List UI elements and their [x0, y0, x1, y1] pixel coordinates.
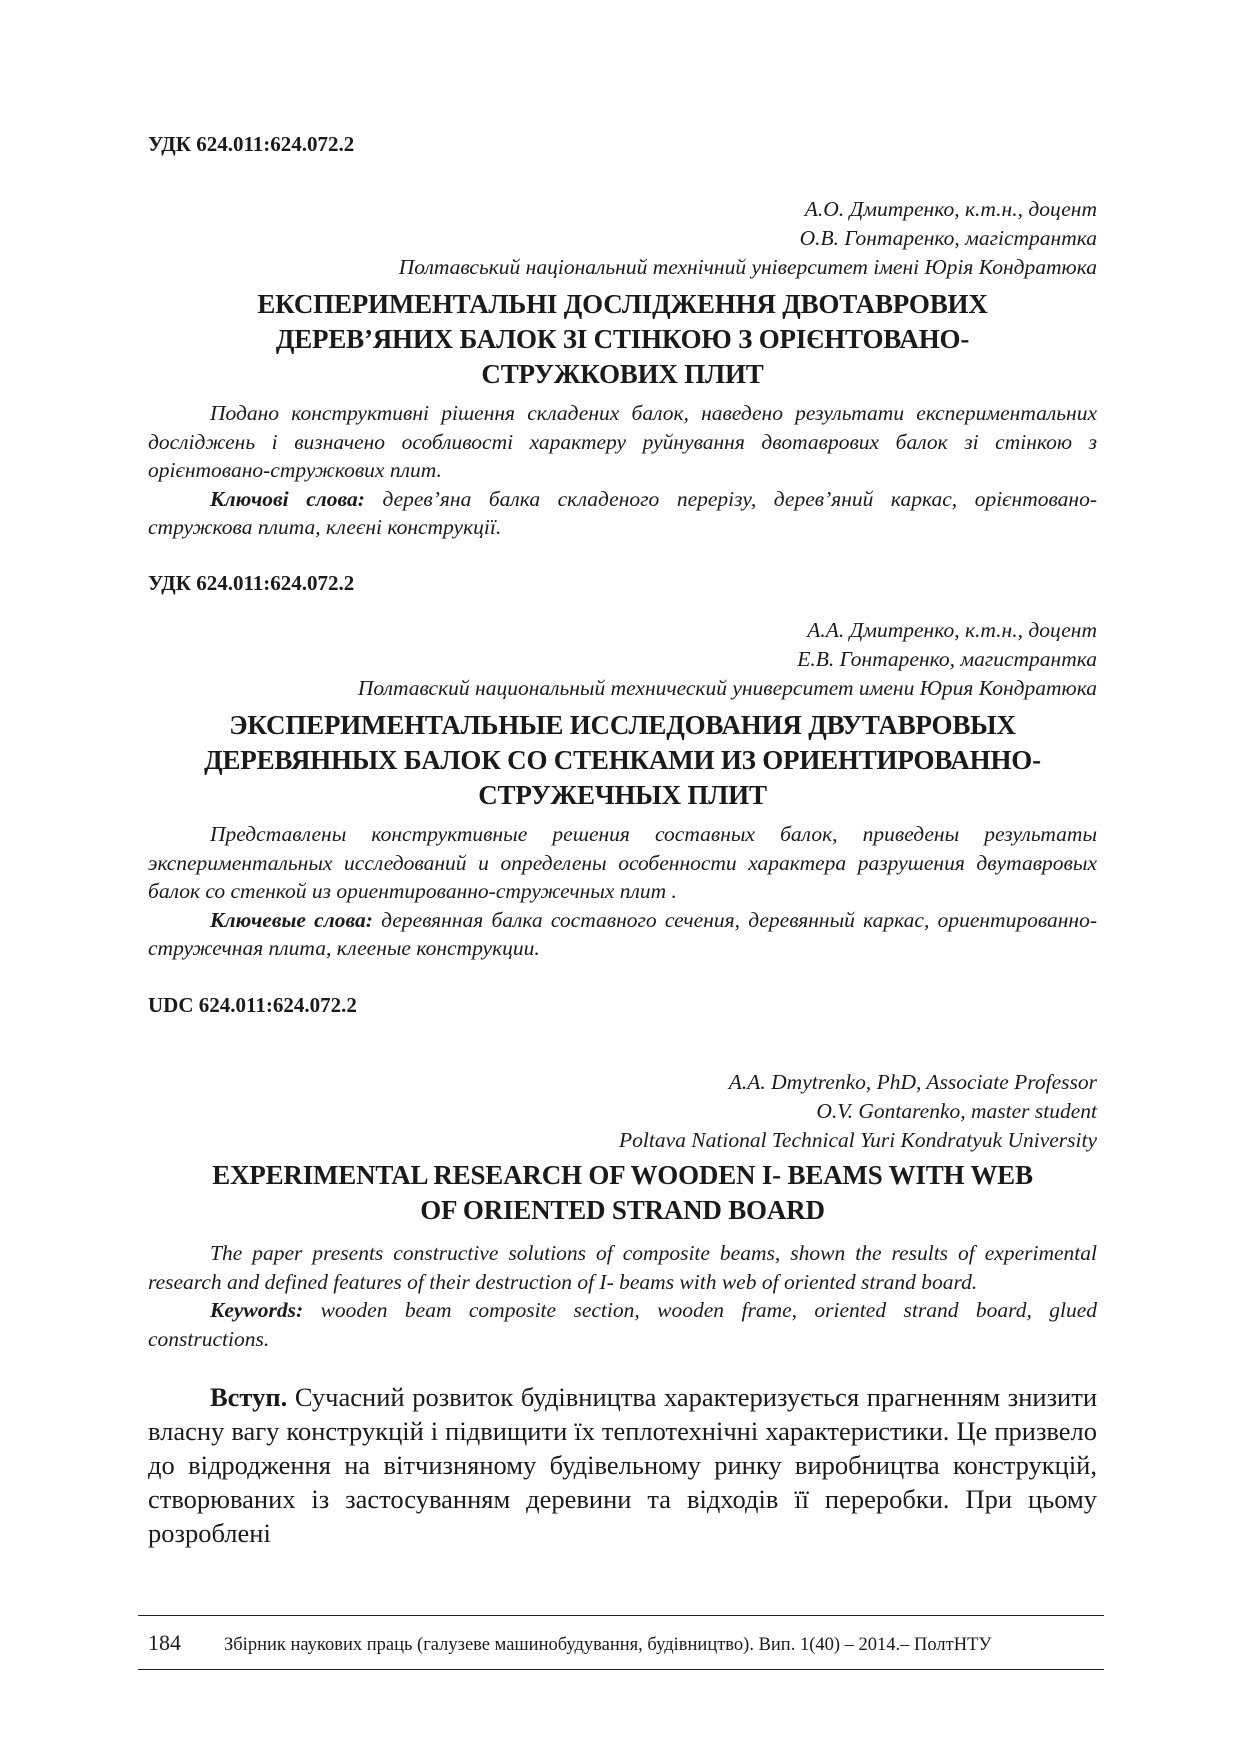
page-footer: [148, 1630, 1097, 1656]
page-number: 184: [148, 1630, 181, 1655]
authors-block-ua: [148, 195, 1097, 282]
abstract-ua: [148, 399, 1097, 542]
title-line: ЭКСПЕРИМЕНТАЛЬНЫЕ ИССЛЕДОВАНИЯ ДВУТАВРОВЫХ: [229, 710, 1016, 740]
keywords-text: дерев’яна балка складеного перерізу, дерев’яний каркас, орієнтовано-стружкова плита, клеєні конструкції.: [148, 486, 1097, 539]
udc-code-ua: УДК 624.011:624.072.2: [148, 132, 355, 156]
title-line: ДЕРЕВ’ЯНИХ БАЛОК ЗІ СТІНКОЮ З ОРІЄНТОВАНО-: [275, 324, 970, 354]
title-en: [148, 1158, 1097, 1228]
udc-code-ru: УДК 624.011:624.072.2: [148, 571, 355, 595]
title-line: СТРУЖКОВИХ ПЛИТ: [481, 359, 764, 389]
intro-label: Вступ.: [210, 1382, 288, 1412]
keywords-label: Ключові слова:: [210, 486, 365, 511]
keywords-text: деревянная балка составного сечения, деревянный каркас, ориентированно-стружечная плита, клееные конструкции.: [148, 907, 1097, 960]
affiliation-line: Poltava National Technical Yuri Kondratyuk University: [619, 1128, 1097, 1152]
abstract-en: [148, 1239, 1097, 1353]
journal-info: Збірник наукових праць (галузеве машинобудування, будівництво). Вип. 1(40) – 2014.– ПолтНТУ: [224, 1635, 992, 1655]
affiliation-line: Полтавский национальный технический университет имени Юрия Кондратюка: [357, 676, 1097, 700]
title-line: ЕКСПЕРИМЕНТАЛЬНІ ДОСЛІДЖЕННЯ ДВОТАВРОВИХ: [257, 289, 988, 319]
author-line: Е.В. Гонтаренко, магистрантка: [797, 647, 1097, 671]
abstract-text: Представлены конструктивные решения составных балок, приведены результаты экспериментальных исследований и определены особенности характера разрушения двутавровых балок со стенкой из ориентированно-стружечных плит .: [148, 822, 1097, 903]
title-ru: [148, 708, 1097, 813]
title-line: OF ORIENTED STRAND BOARD: [420, 1195, 825, 1225]
keywords-text: wooden beam composite section, wooden frame, oriented strand board, glued constructions.: [148, 1298, 1097, 1351]
title-ua: [148, 287, 1097, 392]
footer-bottom-rule: [138, 1669, 1104, 1670]
intro-text: Сучасний розвиток будівництва характеризується прагненням знизити власну вагу конструкцій і підвищити їх теплотехнічні характеристики. Це призвело до відродження на вітчизняному будівельному ринку виробництва конструкцій, створюваних із застосуванням деревини та відходів її переробки. При цьому розроблені: [148, 1382, 1098, 1548]
udc-code-en: UDC 624.011:624.072.2: [148, 993, 357, 1017]
intro-section: [148, 1380, 1097, 1550]
author-line: А.А. Дмитренко, к.т.н., доцент: [807, 618, 1097, 642]
author-line: O.V. Gontarenko, master student: [816, 1099, 1097, 1123]
abstract-text: Подано конструктивні рішення складених балок, наведено результати експериментальних досліджень і визначено особливості характеру руйнування двотаврових балок зі стінкою з орієнтовано-стружкових плит.: [148, 401, 1097, 482]
keywords-paragraph: [148, 1296, 1097, 1353]
abstract-text: The paper presents constructive solutions of composite beams, shown the results of experimental research and defined features of their destruction of I- beams with web of oriented strand board.: [148, 1241, 1097, 1294]
author-line: А.О. Дмитренко, к.т.н., доцент: [804, 197, 1097, 221]
author-line: A.A. Dmytrenko, PhD, Associate Professor: [728, 1070, 1097, 1094]
abstract-ru: [148, 820, 1097, 963]
title-line: ДЕРЕВЯННЫХ БАЛОК СО СТЕНКАМИ ИЗ ОРИЕНТИРОВАННО-: [204, 745, 1041, 775]
intro-paragraph: [148, 1380, 1097, 1550]
title-line: EXPERIMENTAL RESEARCH OF WOODEN I- BEAMS WITH WEB: [212, 1160, 1033, 1190]
keywords-label: Keywords:: [210, 1298, 304, 1322]
affiliation-line: Полтавський національний технічний університет імені Юрія Кондратюка: [398, 255, 1097, 279]
author-line: О.В. Гонтаренко, магістрантка: [799, 226, 1097, 250]
authors-block-ru: [148, 616, 1097, 703]
keywords-paragraph: [148, 485, 1097, 542]
title-line: СТРУЖЕЧНЫХ ПЛИТ: [478, 780, 767, 810]
footer-top-rule: [138, 1615, 1104, 1616]
authors-block-en: [148, 1068, 1097, 1155]
keywords-label: Ключевые слова:: [210, 907, 373, 932]
keywords-paragraph: [148, 906, 1097, 963]
